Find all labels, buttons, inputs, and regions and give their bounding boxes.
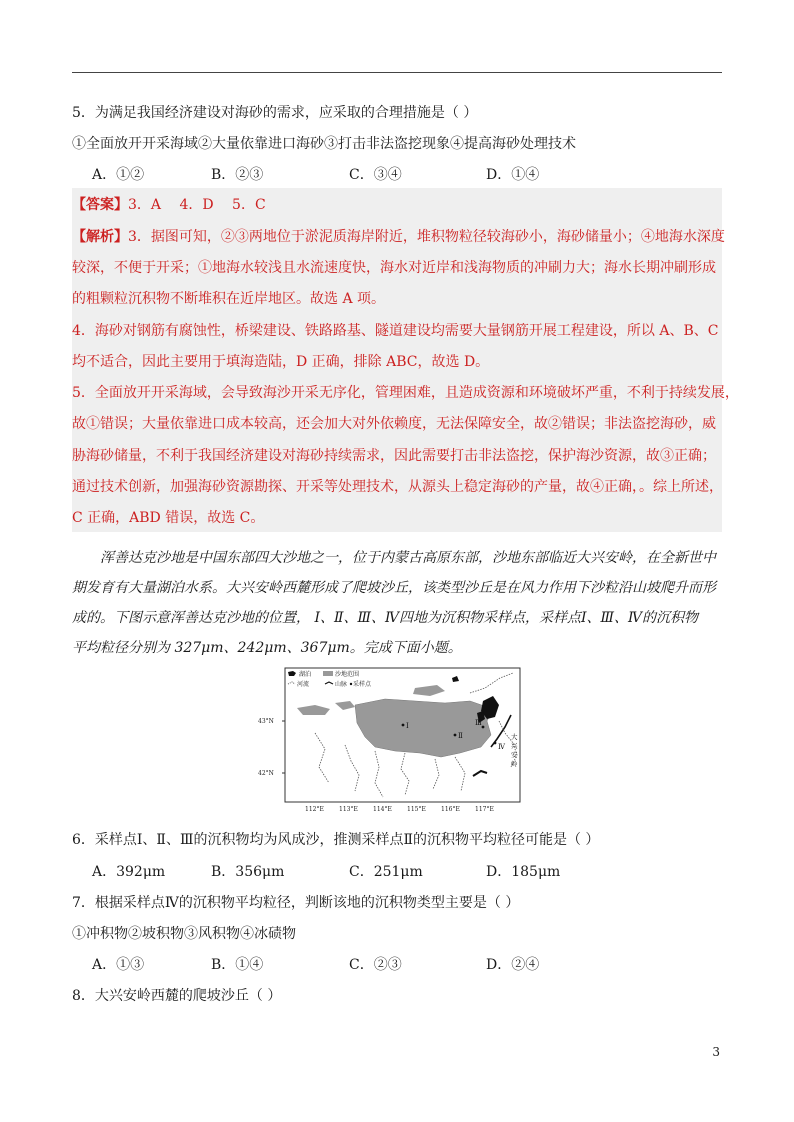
intro-line-3: 成的。下图示意浑善达克沙地的位置， Ⅰ、Ⅱ、Ⅲ、Ⅳ四地为沉积物采样点，采样点Ⅰ、Ⅲ、Ⅳ的沉积物 <box>72 610 698 626</box>
range-char-4: 岭 <box>511 760 518 768</box>
answer-line <box>72 195 722 215</box>
q5-option-c[interactable]: C．③④ <box>349 167 402 183</box>
analysis-text-1: 3．据图可知，②③两地位于淤泥质海岸附近，堆积物粒径较海砂小，海砂储量小；④地海水深度 <box>128 229 725 245</box>
q8-stem: 8．大兴安岭西麓的爬坡沙丘（ ） <box>72 988 282 1004</box>
lon-label-115: 115°E <box>407 806 426 813</box>
analysis-line-6: 5．全面放开开采海域，会导致海沙开采无序化，管理困难，且造成资源和环境破坏严重，不利于持续发展， <box>72 385 739 401</box>
intro-line-1: 浑善达克沙地是中国东部四大沙地之一，位于内蒙古高原东部，沙地东部临近大兴安岭，在全新世中 <box>100 550 716 566</box>
lat-label-42: 42°N <box>258 770 274 777</box>
sample-point-4 <box>494 742 497 745</box>
range-char-3: 安 <box>511 751 518 759</box>
q7-option-c[interactable]: C．②③ <box>349 957 402 973</box>
sample-point-2 <box>454 734 457 737</box>
sample-label-4: Ⅳ <box>498 743 505 751</box>
header-rule <box>72 72 722 73</box>
sample-point-1 <box>402 724 405 727</box>
analysis-line-7: 故①错误；大量依靠进口成本较高，还会加大对外依赖度，无法保障安全，故②错误；非法盗挖海砂，威 <box>72 416 716 432</box>
answer-text: 3．A 4．D 5．C <box>128 197 266 213</box>
analysis-line-10: C 正确，ABD 错误，故选 C。 <box>72 510 265 526</box>
q6-stem: 6．采样点Ⅰ、Ⅱ、Ⅲ的沉积物均为风成沙，推测采样点Ⅱ的沉积物平均粒径可能是（ ） <box>72 832 600 848</box>
map-svg <box>255 663 525 815</box>
answer-label: 【答案】 <box>72 197 128 213</box>
sandland-map <box>255 663 525 815</box>
legend-sand-icon <box>323 671 333 676</box>
analysis-line-9: 通过技术创新，加强海砂资源勘探、开采等处理技术，从源头上稳定海砂的产量，故④正确，。综上所述， <box>72 479 723 495</box>
legend-sand: 沙地范围 <box>335 671 360 678</box>
sample-label-1: Ⅰ <box>406 722 409 730</box>
q5-option-d[interactable]: D．①④ <box>486 167 540 183</box>
q6-option-c[interactable]: C．251μm <box>349 864 423 880</box>
lon-label-114: 114°E <box>373 806 392 813</box>
legend-sample: 采样点 <box>353 681 372 688</box>
legend-lake: 湖泊 <box>299 671 312 678</box>
range-char-1: 大 <box>511 733 518 741</box>
q5-option-a[interactable]: A．①② <box>92 167 145 183</box>
sample-point-3 <box>482 726 485 729</box>
lat-label-43: 43°N <box>258 718 274 725</box>
legend-mountain: 山脉 <box>335 681 348 688</box>
q6-option-d[interactable]: D．185μm <box>486 864 561 880</box>
legend-sample-icon <box>350 683 352 685</box>
page-number: 3 <box>712 1045 720 1059</box>
range-char-2: 兴 <box>511 742 518 750</box>
intro-line-2: 期发育有大量湖泊水系。大兴安岭西麓形成了爬坡沙丘，该类型沙丘是在风力作用下沙粒沿山坡爬升而形 <box>72 580 716 596</box>
q7-stem: 7．根据采样点Ⅳ的沉积物平均粒径，判断该地的沉积物类型主要是（ ） <box>72 895 520 911</box>
analysis-line-4: 4．海砂对钢筋有腐蚀性，桥梁建设、铁路路基、隧道建设均需要大量钢筋开展工程建设，所以 A、B、C <box>72 323 719 339</box>
q5-option-b[interactable]: B．②③ <box>211 167 264 183</box>
analysis-line-5: 均不适合，因此主要用于填海造陆，D 正确，排除 ABC，故选 D。 <box>72 354 490 370</box>
analysis-line-2: 较深，不便于开采；①地海水较浅且水流速度快，海水对近岸和浅海物质的冲刷力大；海水长期冲刷形成 <box>72 260 716 276</box>
analysis-line-3: 的粗颗粒沉积物不断堆积在近岸地区。故选 A 项。 <box>72 291 386 307</box>
lon-label-112: 112°E <box>305 806 324 813</box>
legend-river: 河流 <box>297 681 310 688</box>
q7-option-d[interactable]: D．②④ <box>486 957 540 973</box>
analysis-line-1 <box>72 227 725 247</box>
analysis-line-8: 胁海砂储量，不利于我国经济建设对海砂持续需求，因此需要打击非法盗挖，保护海沙资源，故③正确； <box>72 448 716 464</box>
q5-stem: 5．为满足我国经济建设对海砂的需求，应采取的合理措施是（ ） <box>72 105 478 121</box>
lon-label-113: 113°E <box>339 806 358 813</box>
sample-label-3: Ⅲ <box>475 719 482 727</box>
q6-option-b[interactable]: B．356μm <box>211 864 285 880</box>
analysis-label: 【解析】 <box>72 229 128 245</box>
q7-choices: ①冲积物②坡积物③风积物④冰碛物 <box>72 926 296 942</box>
lon-label-117: 117°E <box>475 806 494 813</box>
q6-option-a[interactable]: A．392μm <box>92 864 166 880</box>
intro-line-4: 平均粒径分别为 327μm、242μm、367μm。完成下面小题。 <box>72 640 462 656</box>
q7-option-b[interactable]: B．①④ <box>211 957 264 973</box>
q7-option-a[interactable]: A．①③ <box>92 957 145 973</box>
sample-label-2: Ⅱ <box>458 732 463 740</box>
lon-label-116: 116°E <box>441 806 460 813</box>
q5-choices: ①全面放开开采海域②大量依靠进口海砂③打击非法盗挖现象④提高海砂处理技术 <box>72 136 576 152</box>
